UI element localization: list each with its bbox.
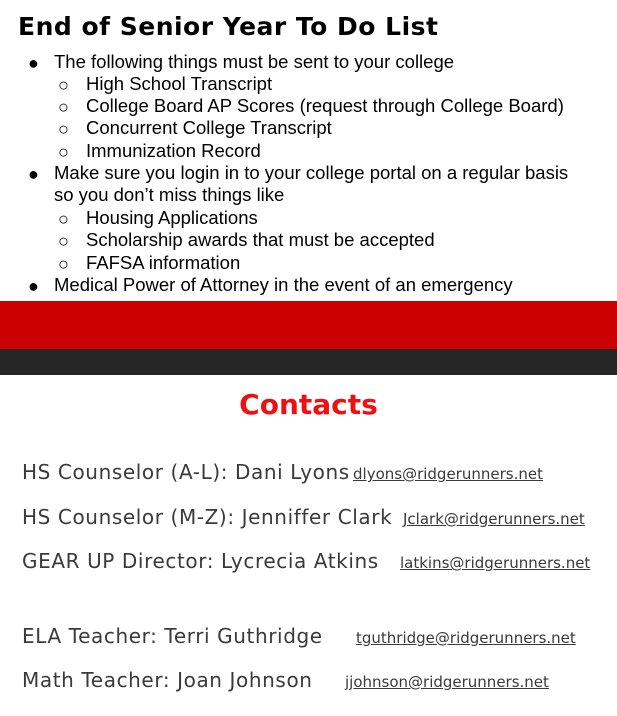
contacts-heading: Contacts [239, 388, 378, 421]
sub-list-item: FAFSA information [86, 252, 241, 273]
contact-email-link[interactable]: Jclark@ridgerunners.net [403, 510, 585, 528]
red-divider-band [0, 301, 617, 349]
sub-list-item: Concurrent College Transcript [86, 117, 332, 138]
contact-role: GEAR UP Director: Lycrecia Atkins [22, 549, 379, 573]
sub-bullet-circle: ○ [58, 254, 69, 274]
page-title: End of Senior Year To Do List [18, 12, 439, 41]
sub-bullet-circle: ○ [58, 209, 69, 229]
bullet-dot: ● [28, 276, 39, 296]
sub-list-item: Housing Applications [86, 207, 258, 228]
sub-list-item: Scholarship awards that must be accepted [86, 229, 435, 250]
sub-list-item: Immunization Record [86, 140, 261, 161]
list-item: Make sure you login in to your college portal on a regular basis [54, 162, 569, 183]
contact-role: Math Teacher: Joan Johnson [22, 668, 313, 692]
contact-role: HS Counselor (A-L): Dani Lyons [22, 460, 350, 484]
contact-role: HS Counselor (M-Z): Jenniffer Clark [22, 505, 393, 529]
contact-email-link[interactable]: tguthridge@ridgerunners.net [356, 629, 576, 647]
sub-list-item: College Board AP Scores (request through College Board) [86, 95, 564, 116]
sub-list-item: High School Transcript [86, 73, 273, 94]
contact-email-link[interactable]: dlyons@ridgerunners.net [353, 465, 543, 483]
sub-bullet-circle: ○ [58, 119, 69, 139]
contact-role: ELA Teacher: Terri Guthridge [22, 624, 323, 648]
dark-divider-band [0, 349, 617, 375]
bullet-dot: ● [28, 53, 39, 73]
list-item: Medical Power of Attorney in the event of an emergency [54, 274, 513, 295]
sub-bullet-circle: ○ [58, 231, 69, 251]
list-item-continuation: so you don’t miss things like [54, 184, 285, 205]
sub-bullet-circle: ○ [58, 97, 69, 117]
contact-email-link[interactable]: latkins@ridgerunners.net [400, 554, 591, 572]
list-item: The following things must be sent to your college [54, 51, 455, 72]
sub-bullet-circle: ○ [58, 75, 69, 95]
contact-email-link[interactable]: jjohnson@ridgerunners.net [345, 673, 549, 691]
bullet-dot: ● [28, 164, 39, 184]
sub-bullet-circle: ○ [58, 142, 69, 162]
